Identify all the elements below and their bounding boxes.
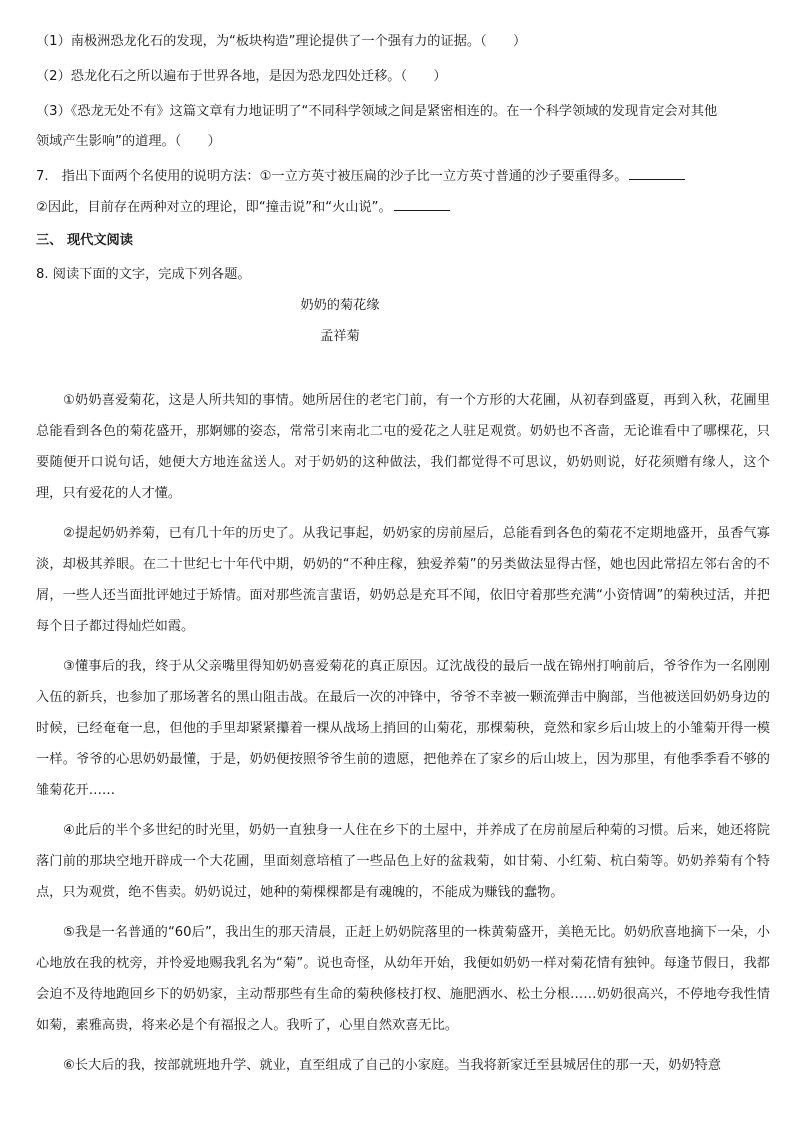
question-7-line2 <box>36 198 450 217</box>
question-7-line1 <box>36 167 685 186</box>
article-paragraph-1: ①奶奶喜爱菊花，这是人所共知的事情。她所居住的老宅门前，有一个方形的大花圃，从初春到盛夏，再到入秋，花圃里总能看到各色的菊花盛开，那婀娜的姿态，常常引来南北二屯的爱花之人驻足观赏。奶奶也不吝啬，无论谁看中了哪棵花，只要随便开口说句话，她便大方地连盆送人。对于奶奶的这种做法，我们都觉得不可思议，奶奶则说，好花须赠有缘人，这个理，只有爱花的人才懂。 <box>36 393 770 501</box>
question-6-3-line2: 领域产生影响”的道理。（ ） <box>36 134 221 149</box>
article-paragraph-2: ②提起奶奶养菊，已有几十年的历史了。从我记事起，奶奶家的房前屋后，总能看到各色的菊花不定期地盛开，虽香气寡淡，却极其养眼。在二十世纪七十年代中期，奶奶的“不种庄稼，独爱养菊”的另类做法显得古怪，她也因此常招左邻右舍的不屑，一些人还当面批评她过于矫情。面对那些流言蜚语，奶奶总是充耳不闻，依旧守着那些充满“小资情调”的菊秧过活，并把每个日子都过得灿烂如霞。 <box>36 526 770 634</box>
question-6-3-line1: （3）《恐龙无处不有》这篇文章有力地证明了“不同科学领域之间是紧密相连的。在一个科学领域的发现肯定会对其他 <box>36 104 718 119</box>
question-6-1: （1）南极洲恐龙化石的发现，为“板块构造”理论提供了一个强有力的证据。（ ） <box>36 34 527 49</box>
question-7-text1: 7. 指出下面两个名使用的说明方法：①一立方英寸被压扁的沙子比一立方英寸普通的沙子要重得多。 <box>36 169 628 184</box>
article-paragraph-6: ⑥长大后的我，按部就班地升学、就业，直至组成了自己的小家庭。当我将新家迁至县城居住的那一天，奶奶特意 <box>63 1058 722 1073</box>
article-author: 孟祥菊 <box>320 329 360 344</box>
article-paragraph-4: ④此后的半个多世纪的时光里，奶奶一直独身一人住在乡下的土屋中，并养成了在房前屋后种菊的习惯。后来，她还将院落门前的那块空地开辟成一个大花圃，里面刻意培植了一些品色上好的盆栽菊，如甘菊、小红菊、杭白菊等。奶奶养菊有个特点，只为观赏，绝不售卖。奶奶说过，她种的菊棵棵都是有魂魄的，不能成为赚钱的蠢物。 <box>36 823 770 900</box>
article-paragraph-5: ⑤我是一名普通的“60后”，我出生的那天清晨，正赶上奶奶院落里的一株黄菊盛开，美艳无比。奶奶欣喜地摘下一朵，小心地放在我的枕旁，并怜爱地赐我乳名为“菊”。说也奇怪，从幼年开始，我便如奶奶一样对菊花情有独钟。每逢节假日，我都会迫不及待地跑回乡下的奶奶家，主动帮那些有生命的菊秧修枝打杈、施肥洒水、松土分根……奶奶很高兴，不停地夸我性情如菊，素雅高贵，将来必是个有福报之人。我听了，心里自然欢喜无比。 <box>36 925 770 1033</box>
section-heading: 三、 现代文阅读 <box>36 233 133 248</box>
article-title: 奶奶的菊花缘 <box>300 298 380 313</box>
answer-blank[interactable] <box>394 198 450 211</box>
question-6-2: （2）恐龙化石之所以遍布于世界各地，是因为恐龙四处迁移。（ ） <box>36 69 447 84</box>
question-8-prompt: 8. 阅读下面的文字，完成下列各题。 <box>36 267 251 282</box>
article-paragraph-3: ③懂事后的我，终于从父亲嘴里得知奶奶喜爱菊花的真正原因。辽沈战役的最后一战在锦州打响前后，爷爷作为一名刚刚入伍的新兵，也参加了那场著名的黑山阻击战。在最后一次的冲锋中，爷爷不幸被一颗流弹击中胸部，当他被送回奶奶身边的时候，已经奄奄一息，但他的手里却紧紧攥着一棵从战场上捎回的山菊花，那棵菊秧，竟然和家乡后山坡上的小雏菊开得一模一样。爷爷的心思奶奶最懂，于是，奶奶便按照爷爷生前的遗愿，把他养在了家乡的后山坡上，因为那里，有他季季看不够的雏菊花开…… <box>36 659 770 798</box>
answer-blank[interactable] <box>629 167 685 180</box>
question-7-text2: ②因此，目前存在两种对立的理论，即“撞击说”和“火山说”。 <box>36 200 392 215</box>
